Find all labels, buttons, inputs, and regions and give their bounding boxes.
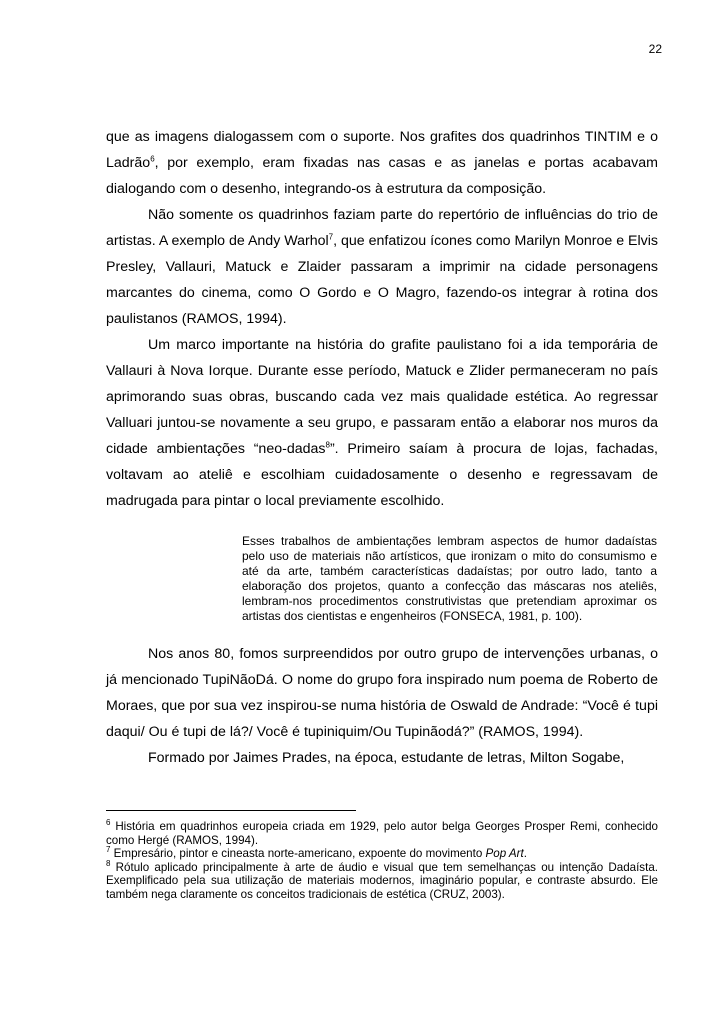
body-text-top bbox=[106, 124, 658, 514]
footnote-ref-6: 6 bbox=[150, 154, 155, 164]
page-number: 22 bbox=[648, 42, 662, 56]
block-quote: Esses trabalhos de ambientações lembram aspectos de humor dadaístas pelo uso de materiais não artísticos, que ironizam o mito do consumismo e até da arte, também características dadaístas; por outro lado, tanto a elaboração dos projetos, quanto a confecção das máscaras nos ateliês, lembram-nos procedimentos construtivistas que pretendiam aproximar os artistas dos cientistas e engenheiros (FONSECA, 1981, p. 100). bbox=[242, 534, 657, 623]
paragraph-2: Não somente os quadrinhos faziam parte do repertório de influências do trio de artistas. A exemplo de Andy Warhol$^7$, que enfatizou ícones como Marilyn Monroe e Elvis Presley, Vallauri, Matuck e Zlaider passaram a imprimir na cidade personagens marcantes do cinema, como O Gordo e O Magro, fazendo-os integrar à rotina dos paulistanos (RAMOS, 1994). bbox=[106, 207, 659, 327]
footnote-6: $^6$ História em quadrinhos europeia criada em 1929, pelo autor belga Georges Prosper Remi, conhecido como Hergé (RAMOS, 1994). bbox=[106, 818, 658, 847]
paragraph-4: Nos anos 80, fomos surpreendidos por outro grupo de intervenções urbanas, o já mencionado TupiNãoDá. O nome do grupo fora inspirado num poema de Roberto de Moraes, que por sua vez inspirou-se numa história de Oswald de Andrade: “Você é tupi daqui/ Ou é tupi de lá?/ Você é tupiniquim/Ou Tupinãodá?” (RAMOS, 1994). bbox=[106, 646, 658, 740]
footnote-ref-8: 8 bbox=[325, 440, 330, 450]
footnote-separator bbox=[106, 810, 356, 811]
footnote-ref-7: 7 bbox=[328, 232, 334, 242]
footnotes bbox=[106, 820, 658, 901]
paragraph-3: Um marco importante na história do grafite paulistano foi a ida temporária de Vallauri à Nova Iorque. Durante esse período, Matuck e Zlider permaneceram no país aprimorando suas obras, buscando cada vez mais qualidade estética. Ao regressar Valluari juntou-se novamente a seu grupo, e passaram então a elaborar nos muros da cidade ambientações “neo-dadas$^8$”. Primeiro saíam à procura de lojas, fachadas, voltavam ao ateliê e escolhiam cuidadosamente o desenho e regressavam de madrugada para pintar o local previamente escolhido. bbox=[106, 337, 658, 509]
body-text-bottom bbox=[106, 641, 658, 771]
footnote-7: $^7$ Empresário, pintor e cineasta norte-americano, expoente do movimento Pop Art. bbox=[106, 845, 527, 860]
paragraph-1: que as imagens dialogassem com o suporte. Nos grafites dos quadrinhos TINTIM e o Ladrão$^6$, por exemplo, eram fixadas nas casas e as janelas e portas acabavam dialogando com o desenho, integrando-os à estrutura da composição. bbox=[106, 129, 658, 197]
paragraph-5: Formado por Jaimes Prades, na época, estudante de letras, Milton Sogabe, bbox=[148, 750, 625, 766]
footnote-8: $^8$ Rótulo aplicado principalmente à arte de áudio e visual que tem semelhanças ou intenção Dadaísta. Exemplificado pela sua utilização de materiais modernos, imaginário popular, e contraste absurdo. Ele também nega claramente os conceitos tradicionais de estética (CRUZ, 2003). bbox=[106, 858, 658, 901]
